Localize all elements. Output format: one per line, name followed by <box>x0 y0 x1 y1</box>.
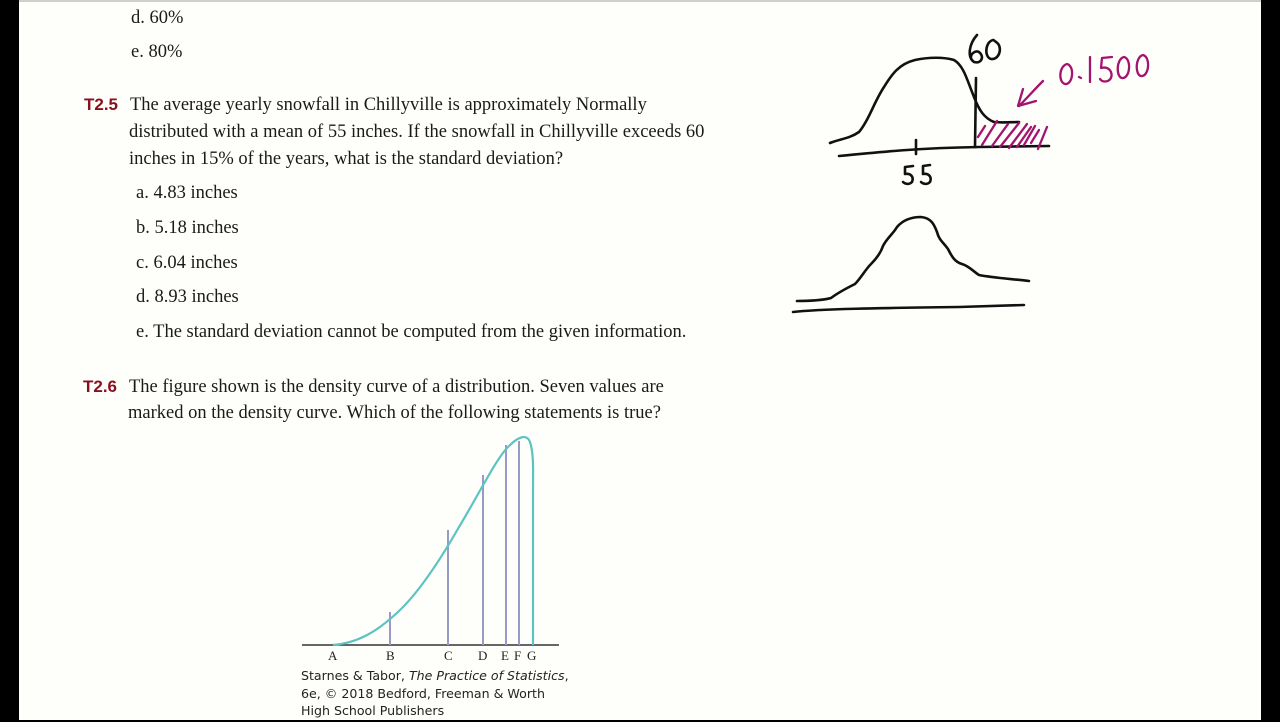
sketch-normal-curve-2 <box>793 217 1029 312</box>
sketch-label-5a <box>903 166 913 184</box>
sketch-axis <box>793 305 1024 312</box>
sketch-label-5b <box>921 165 931 184</box>
label-digit-0c <box>1137 55 1148 76</box>
axis-label-d: D <box>478 648 488 663</box>
sketch-normal-curve-1 <box>830 35 1049 184</box>
handwritten-annotations <box>19 2 1261 722</box>
question-text-line-2: marked on the density curve. Which of the following statements is true? <box>128 403 661 423</box>
area-highlight <box>978 55 1148 149</box>
choice-a: a. 4.83 inches <box>136 183 238 203</box>
axis-label-g: G <box>527 648 537 663</box>
document-page <box>19 0 1261 720</box>
label-digit-0b <box>1118 57 1129 78</box>
sketch-label-6 <box>970 35 982 62</box>
label-digit-5 <box>1100 57 1112 82</box>
sketch-curve <box>797 217 1029 301</box>
choice-e: e. The standard deviation cannot be computed from the given information. <box>136 322 687 342</box>
axis-label-a: A <box>328 648 338 663</box>
label-decimal <box>1079 77 1081 78</box>
question-text-line-2: distributed with a mean of 55 inches. If the snowfall in Chillyville exceeds 60 <box>129 122 705 142</box>
axis-label-f: F <box>514 648 522 663</box>
axis-label-e: E <box>501 648 509 663</box>
question-text-line-3: inches in 15% of the years, what is the standard deviation? <box>129 149 564 169</box>
sketch-cut-line-60 <box>975 78 976 147</box>
label-digit-0 <box>1060 64 1072 84</box>
question-number-t2-5: T2.5 <box>84 95 119 114</box>
prev-choice-d: d. 60% <box>131 8 184 28</box>
choice-b: b. 5.18 inches <box>136 218 239 238</box>
axis-label-b: B <box>386 648 395 663</box>
question-number-t2-6: T2.6 <box>83 377 118 396</box>
figure-credit: Starnes & Tabor, The Practice of Statistics, 6e, © 2018 Bedford, Freeman & Worth High School Publishers <box>301 668 569 718</box>
choice-d: d. 8.93 inches <box>136 287 239 307</box>
choice-c: c. 6.04 inches <box>136 253 238 273</box>
axis-label-c: C <box>444 648 453 663</box>
prev-choice-e: e. 80% <box>131 42 183 62</box>
question-text-line-1: The figure shown is the density curve of a distribution. Seven values are <box>129 377 664 397</box>
sketch-label-0 <box>986 40 1000 59</box>
question-text-line-1: The average yearly snowfall in Chillyville is approximately Normally <box>130 95 647 115</box>
